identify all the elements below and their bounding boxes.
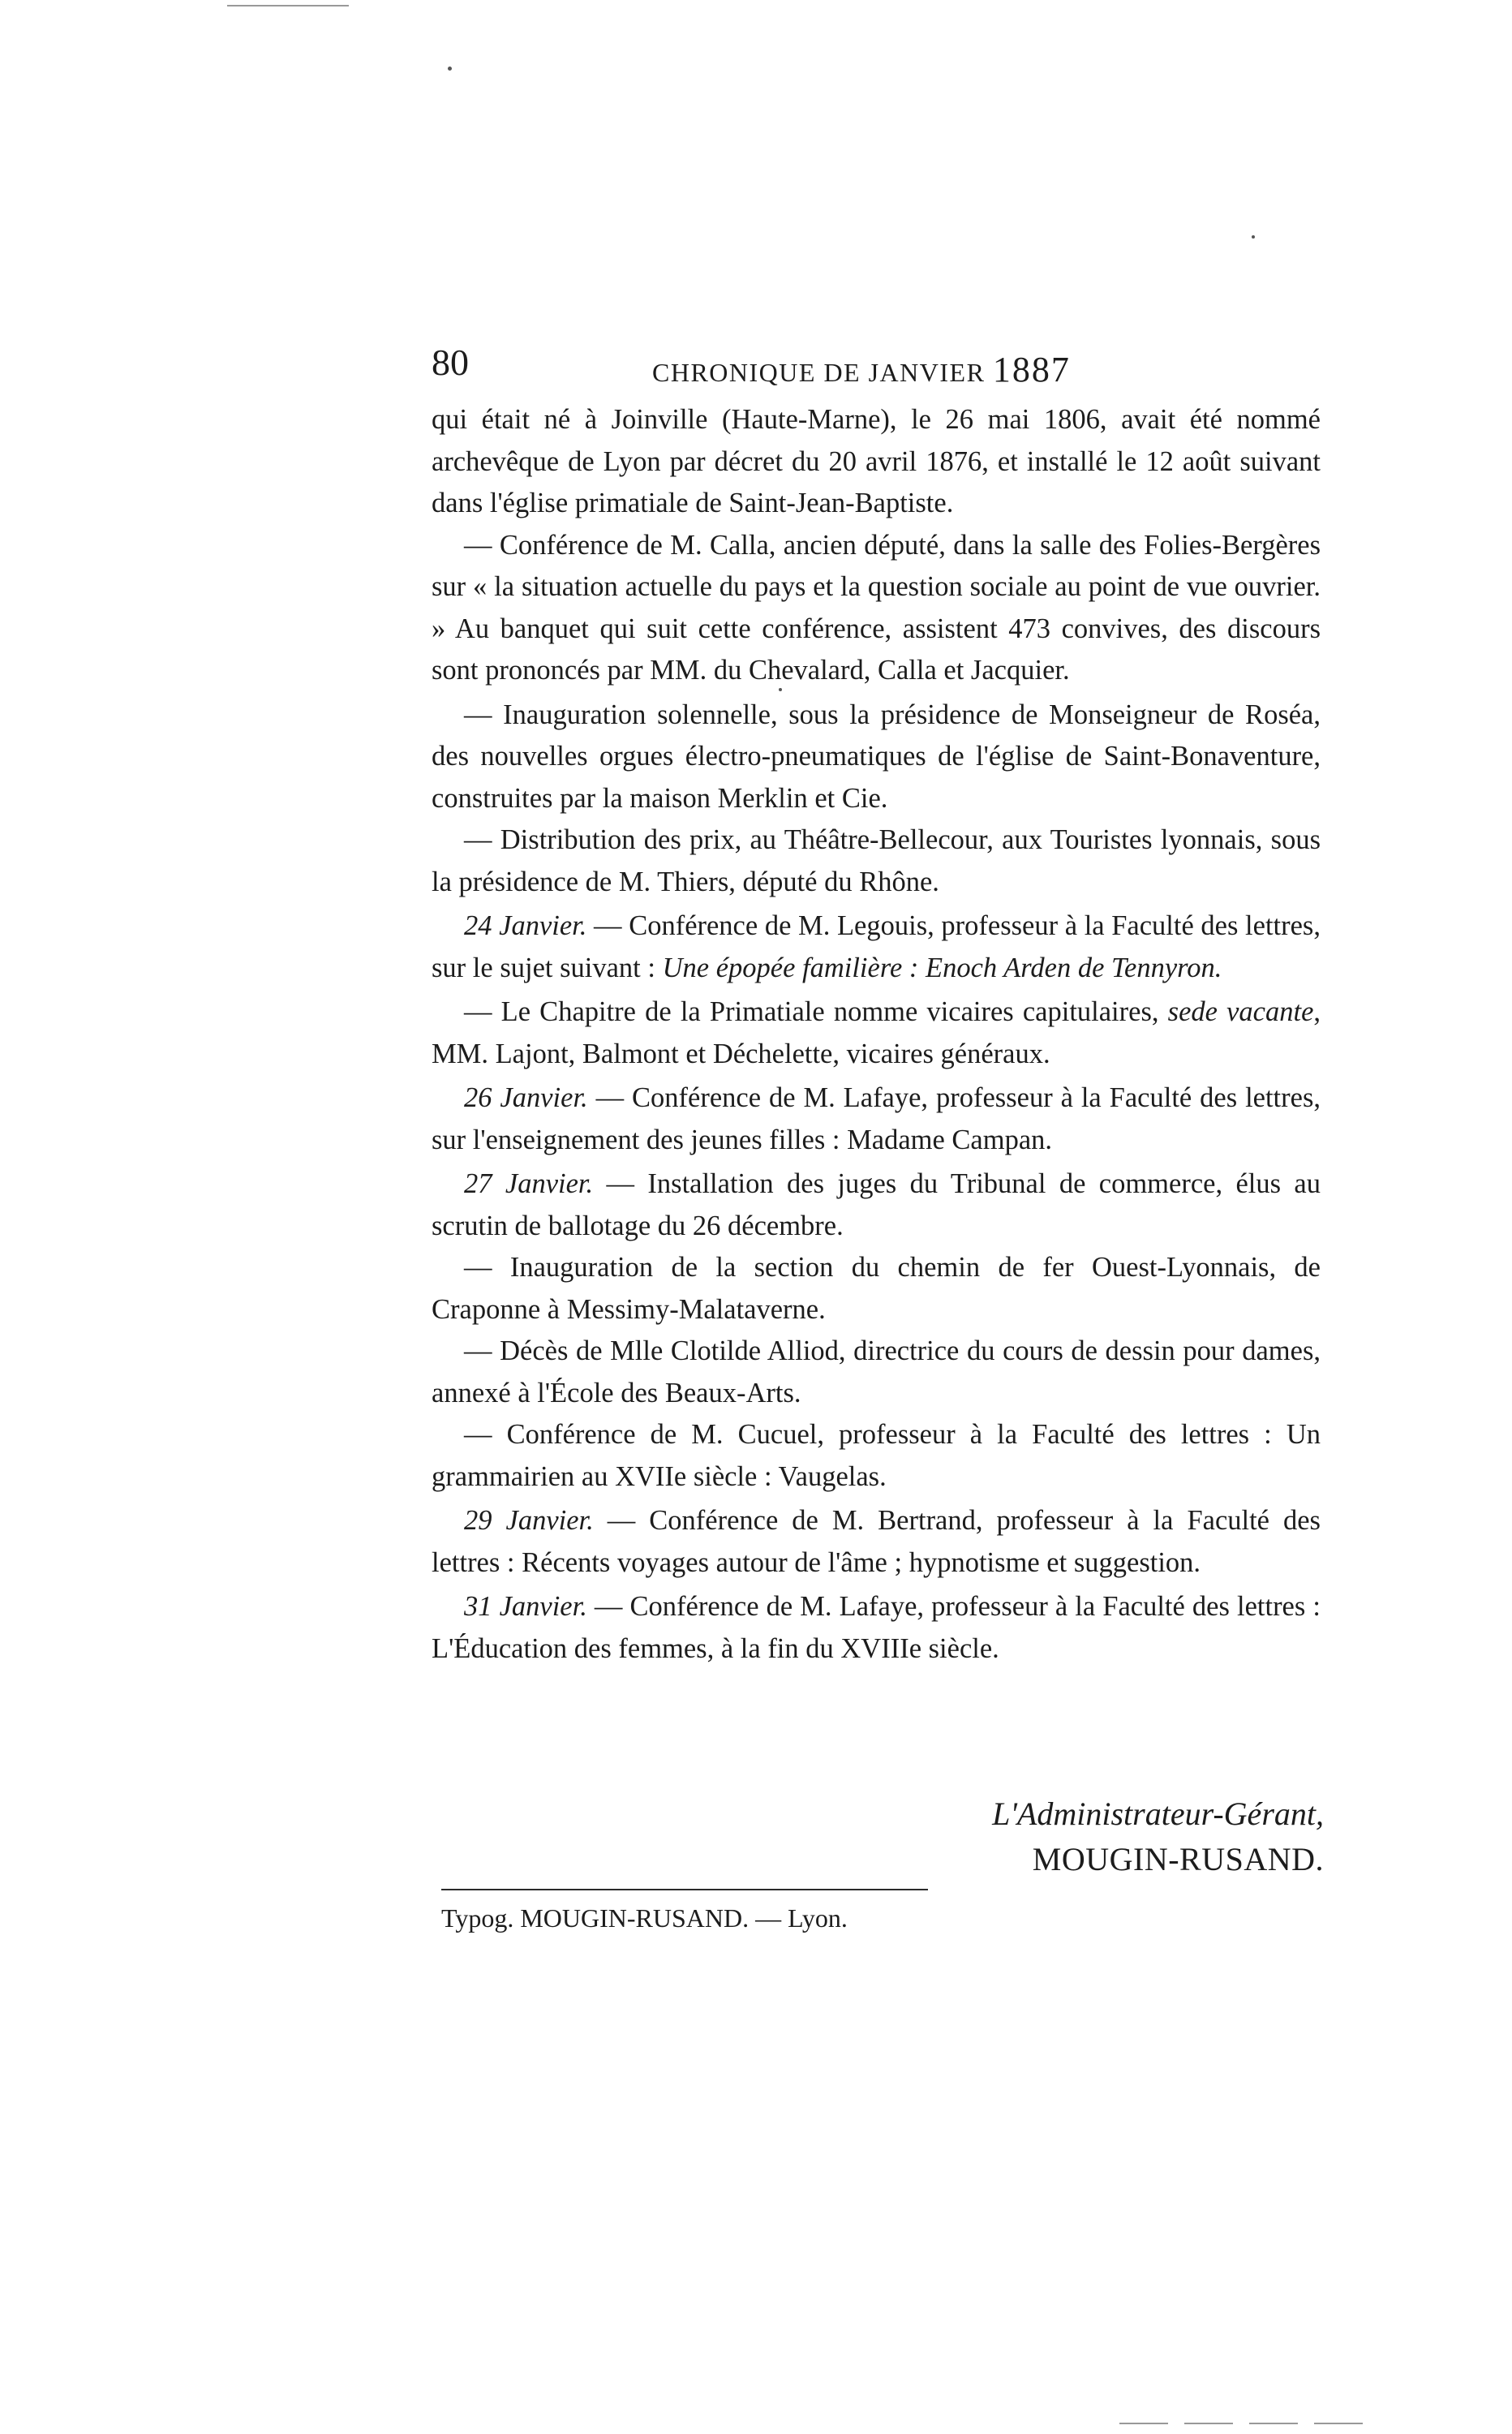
entry-deces-alliod: — Décès de Mlle Clotilde Alliod, directrice du cours de dessin pour dames, annexé à l'École des Beaux-Arts.	[432, 1335, 1321, 1408]
signature-name: MOUGIN-RUSAND.	[1032, 1841, 1324, 1877]
scan-edge-mark	[1249, 2423, 1298, 2424]
paragraph: — Inauguration solennelle, sous la présidence de Monseigneur de Roséa, des nouvelles orgues électro-pneumatiques de l'église de Saint-Bonaventure, construites par la maison Merklin et Cie.	[432, 699, 1321, 814]
scan-edge-mark	[1119, 2423, 1168, 2424]
entry-text: — Le Chapitre de la Primatiale nomme vicaires capitulaires,	[464, 996, 1168, 1027]
entry-text: — Conférence de M. Legouis, professeur à la Faculté des lettres, sur le sujet suivant :	[432, 910, 1321, 983]
entry-text: — Conférence de M. Lafaye, professeur à la Faculté des lettres, sur l'enseignement des jeunes filles : Madame Campan.	[432, 1082, 1321, 1155]
entry-date: 29 Janvier.	[464, 1505, 594, 1536]
page-number: 80	[432, 342, 469, 383]
scan-speck	[1252, 235, 1255, 239]
signature-block	[992, 1791, 1324, 1882]
printer-imprint: Typog. MOUGIN-RUSAND. — Lyon.	[441, 1903, 848, 1933]
signature-title: L'Administrateur-Gérant,	[992, 1795, 1324, 1832]
entry-date: 24 Janvier.	[464, 910, 587, 941]
running-title-text: CHRONIQUE DE JANVIER	[652, 358, 986, 387]
entry-27-janvier	[432, 1163, 1321, 1247]
entry-italic-title: Une épopée familière : Enoch Arden de Tennyron.	[662, 952, 1222, 983]
entry-date: 27 Janvier.	[464, 1168, 594, 1199]
entry-31-janvier	[432, 1586, 1321, 1670]
divider	[441, 1889, 928, 1890]
paragraph: — Distribution des prix, au Théâtre-Bellecour, aux Touristes lyonnais, sous la présidence de M. Thiers, député du Rhône.	[432, 824, 1321, 897]
entry-date: 31 Janvier.	[464, 1591, 587, 1622]
body-text	[432, 399, 1321, 1670]
entry-italic: sede vacante	[1167, 996, 1314, 1027]
running-header	[432, 341, 1321, 389]
entry-ouest-lyonnais: — Inauguration de la section du chemin de fer Ouest-Lyonnais, de Craponne à Messimy-Malataverne.	[432, 1252, 1321, 1325]
scan-speck	[448, 67, 452, 71]
entry-text: — Conférence de M. Bertrand, professeur à la Faculté des lettres : Récents voyages autour de l'âme ; hypnotisme et suggestion.	[432, 1505, 1321, 1578]
entry-text: — Installation des juges du Tribunal de commerce, élus au scrutin de ballotage du 26 décembre.	[432, 1168, 1321, 1241]
running-title-year: 1887	[992, 350, 1071, 389]
entry-text: — Conférence de M. Lafaye, professeur à la Faculté des lettres : L'Éducation des femmes, à la fin du XVIIIe siècle.	[432, 1591, 1321, 1664]
paragraph: — Conférence de M. Calla, ancien député, dans la salle des Folies-Bergères sur « la situation actuelle du pays et la question sociale au point de vue ouvrier. » Au banquet qui suit cette conférence, assistent 473 convives, des discours sont prononcés par MM. du Chevalard, Calla et Jacquier.	[432, 529, 1321, 686]
scan-speck	[779, 688, 782, 691]
entry-29-janvier	[432, 1500, 1321, 1584]
entry-cucuel: — Conférence de M. Cucuel, professeur à la Faculté des lettres : Un grammairien au XVIIe siècle : Vaugelas.	[432, 1419, 1321, 1492]
scan-edge-mark	[1184, 2423, 1233, 2424]
entry-text: , MM. Lajont, Balmont et Déchelette, vicaires généraux.	[432, 996, 1321, 1069]
entry-24-janvier	[432, 905, 1321, 989]
paragraph: qui était né à Joinville (Haute-Marne), le 26 mai 1806, avait été nommé archevêque de Lyon par décret du 20 avril 1876, et installé le 12 août suivant dans l'église primatiale de Saint-Jean-Baptiste.	[432, 404, 1321, 518]
scan-edge-mark	[1314, 2423, 1363, 2424]
running-title	[652, 349, 1071, 390]
entry-chapitre	[432, 991, 1321, 1075]
entry-date: 26 Janvier.	[464, 1082, 588, 1113]
scan-edge-mark	[227, 5, 349, 6]
entry-26-janvier	[432, 1077, 1321, 1161]
